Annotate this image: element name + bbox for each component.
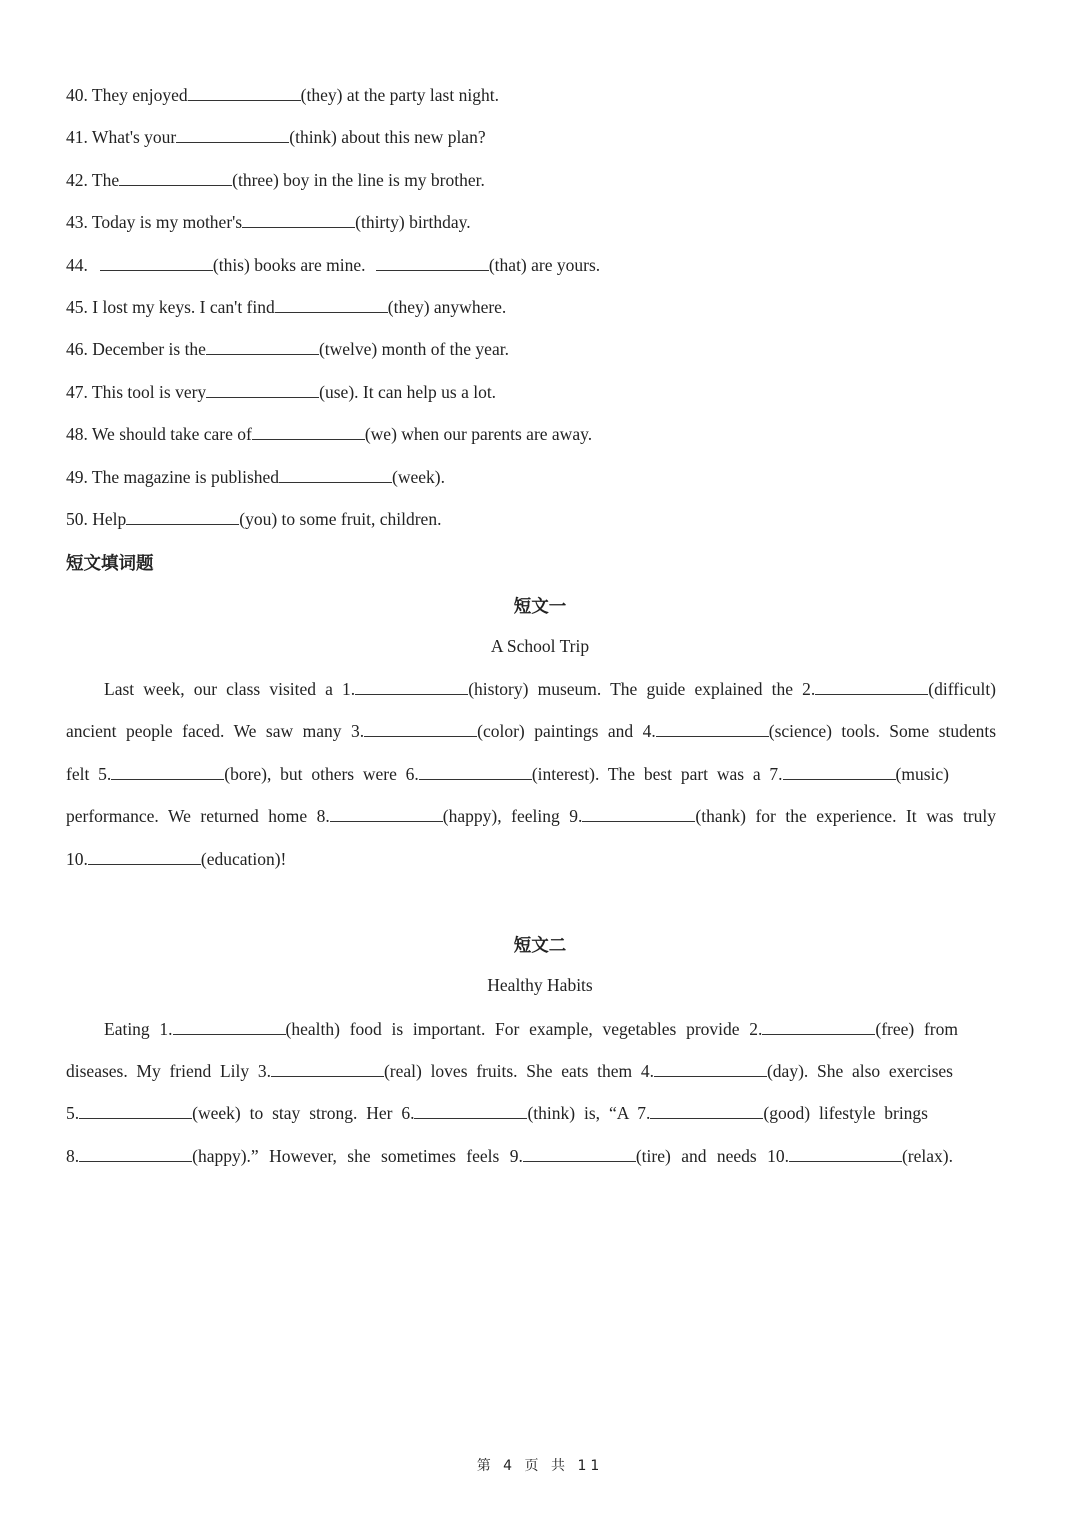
answer-blank[interactable] [100, 255, 213, 271]
answer-blank[interactable] [654, 1061, 767, 1077]
passage2-heading: 短文二 [513, 936, 567, 956]
answer-blank[interactable] [252, 424, 365, 440]
answer-blank[interactable] [188, 85, 301, 101]
answer-blank[interactable] [414, 1103, 527, 1119]
question-49: 49. The magazine is published (week). [66, 467, 445, 487]
answer-blank[interactable] [88, 849, 201, 865]
answer-blank[interactable] [206, 382, 319, 398]
answer-blank[interactable] [119, 170, 232, 186]
passage2-title: Healthy Habits [487, 975, 593, 995]
answer-blank[interactable] [355, 679, 468, 695]
answer-blank[interactable] [364, 721, 477, 737]
passage1-line-4: performance. We returned home 8. (happy), feeling 9. (thank) for the experience. It was truly [66, 806, 996, 826]
passage2-line-1: Eating 1. (health) food is important. For example, vegetables provide 2. (free) from [104, 1019, 958, 1039]
answer-blank[interactable] [79, 1103, 192, 1119]
passage1-line-5: 10. (education)! [66, 849, 287, 869]
answer-blank[interactable] [279, 467, 392, 483]
passage2-line-3: 5. (week) to stay strong. Her 6. (think) is, “A 7. (good) lifestyle brings [66, 1103, 928, 1123]
passage2-line-2: diseases. My friend Lily 3. (real) loves fruits. She eats them 4. (day). She also exercises [66, 1061, 953, 1081]
question-44: 44. (this) books are mine. (that) are yours. [66, 255, 601, 275]
passage2-line-4: 8. (happy).” However, she sometimes feels 9. (tire) and needs 10. (relax). [66, 1146, 953, 1166]
answer-blank[interactable] [271, 1061, 384, 1077]
section-heading: 短文填词题 [66, 554, 154, 574]
question-48: 48. We should take care of (we) when our parents are away. [66, 424, 593, 444]
question-41: 41. What's your (think) about this new plan? [66, 127, 486, 147]
answer-blank[interactable] [815, 679, 928, 695]
answer-blank[interactable] [419, 764, 532, 780]
question-40: 40. They enjoyed (they) at the party last night. [66, 85, 499, 105]
passage1-line-2: ancient people faced. We saw many 3. (color) paintings and 4. (science) tools. Some students [66, 721, 997, 741]
answer-blank[interactable] [650, 1103, 763, 1119]
question-50: 50. Help (you) to some fruit, children. [66, 509, 442, 529]
answer-blank[interactable] [176, 127, 289, 143]
question-42: 42. The (three) boy in the line is my brother. [66, 170, 485, 190]
answer-blank[interactable] [656, 721, 769, 737]
passage1-heading: 短文一 [513, 597, 567, 617]
answer-blank[interactable] [762, 1019, 875, 1035]
passage1-line-3: felt 5. (bore), but others were 6. (interest). The best part was a 7. (music) [66, 764, 949, 784]
question-46: 46. December is the (twelve) month of the year. [66, 339, 509, 359]
answer-blank[interactable] [206, 339, 319, 355]
answer-blank[interactable] [275, 297, 388, 313]
passage1-line-1: Last week, our class visited a 1. (history) museum. The guide explained the 2. (difficult) [104, 679, 997, 699]
answer-blank[interactable] [79, 1146, 192, 1162]
question-45: 45. I lost my keys. I can't find (they) anywhere. [66, 297, 507, 317]
answer-blank[interactable] [582, 806, 695, 822]
answer-blank[interactable] [126, 509, 239, 525]
question-47: 47. This tool is very (use). It can help us a lot. [66, 382, 497, 402]
answer-blank[interactable] [111, 764, 224, 780]
passage1-title: A School Trip [490, 636, 590, 656]
question-43: 43. Today is my mother's (thirty) birthday. [66, 212, 471, 232]
answer-blank[interactable] [376, 255, 489, 271]
answer-blank[interactable] [789, 1146, 902, 1162]
answer-blank[interactable] [242, 212, 355, 228]
answer-blank[interactable] [330, 806, 443, 822]
answer-blank[interactable] [173, 1019, 286, 1035]
answer-blank[interactable] [523, 1146, 636, 1162]
answer-blank[interactable] [783, 764, 896, 780]
page-footer: 第 4 页 共 11 [476, 1458, 604, 1474]
